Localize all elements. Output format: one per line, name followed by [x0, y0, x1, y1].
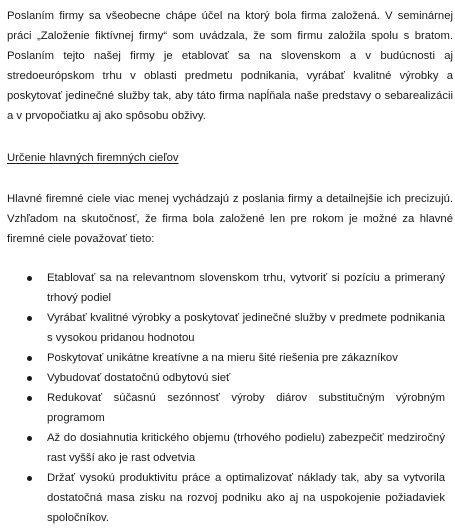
- list-item-text: Vyrábať kvalitné výrobky a poskytovať jedinečné služby v predmete podnikania s vysokou pridanou hodnotou: [47, 312, 445, 344]
- document-page: [7, 6, 453, 528]
- bullet-dot-icon: [27, 376, 32, 381]
- intro-paragraph: Poslaním firmy sa všeobecne chápe účel na ktorý bola firma založená. V seminárnej práci „Založenie fiktívnej firmy“ som uvádzala, že som firmu založila spolu s bratom. Poslaním tejto našej firmy je etablovať sa na slovenskom a v budúcnosti aj stredoeurópskom trhu v oblasti predmetu podnikania, vyrábať kvalitné výrobky a poskytovať jedinečné služby tak, aby táto firma napĺňala naše predstavy o sebarealizácii a v prvopočiatku aj ako spôsobu obživy.: [7, 10, 453, 122]
- list-item-text: Redukovať súčasnú sezónnosť výroby diárov substitučným výrobným programom: [47, 392, 445, 424]
- goals-list: [7, 268, 453, 528]
- list-item: [7, 428, 453, 468]
- list-item: [7, 348, 453, 368]
- list-item: [7, 368, 453, 388]
- bullet-dot-icon: [27, 356, 32, 361]
- bullet-dot-icon: [27, 476, 32, 481]
- list-item: [7, 388, 453, 428]
- list-item: [7, 308, 453, 348]
- bullet-dot-icon: [27, 316, 32, 321]
- list-item-text: Vybudovať dostatočnú odbytovú sieť: [47, 372, 231, 384]
- list-item-text: Držať vysokú produktivitu práce a optimalizovať náklady tak, aby sa vytvorila dostatočná masa zisku na rozvoj podniku ako aj na uspokojenie požiadaviek spoločníkov.: [47, 472, 445, 524]
- list-item-text: Až do dosiahnutia kritického objemu (trhového podielu) zabezpečiť medziročný rast vyšší ako je rast odvetvia: [47, 432, 445, 464]
- list-item-text: Poskytovať unikátne kreatívne a na mieru šité riešenia pre zákazníkov: [47, 352, 398, 364]
- bullet-dot-icon: [27, 436, 32, 441]
- bullet-dot-icon: [27, 276, 32, 281]
- bullet-dot-icon: [27, 396, 32, 401]
- list-item-text: Etablovať sa na relevantnom slovenskom trhu, vytvoriť si pozíciu a primeraný trhový podiel: [47, 272, 445, 304]
- list-item: [7, 268, 453, 308]
- section-heading: Určenie hlavných firemných cieľov: [7, 152, 179, 164]
- goals-paragraph: Hlavné firemné ciele viac menej vychádzajú z poslania firmy a detailnejšie ich precizujú. Vzhľadom na skutočnosť, že firma bola založené len pre rokom je možné za hlavné firemné ciele považovať tieto:: [7, 193, 453, 245]
- list-item: [7, 468, 453, 528]
